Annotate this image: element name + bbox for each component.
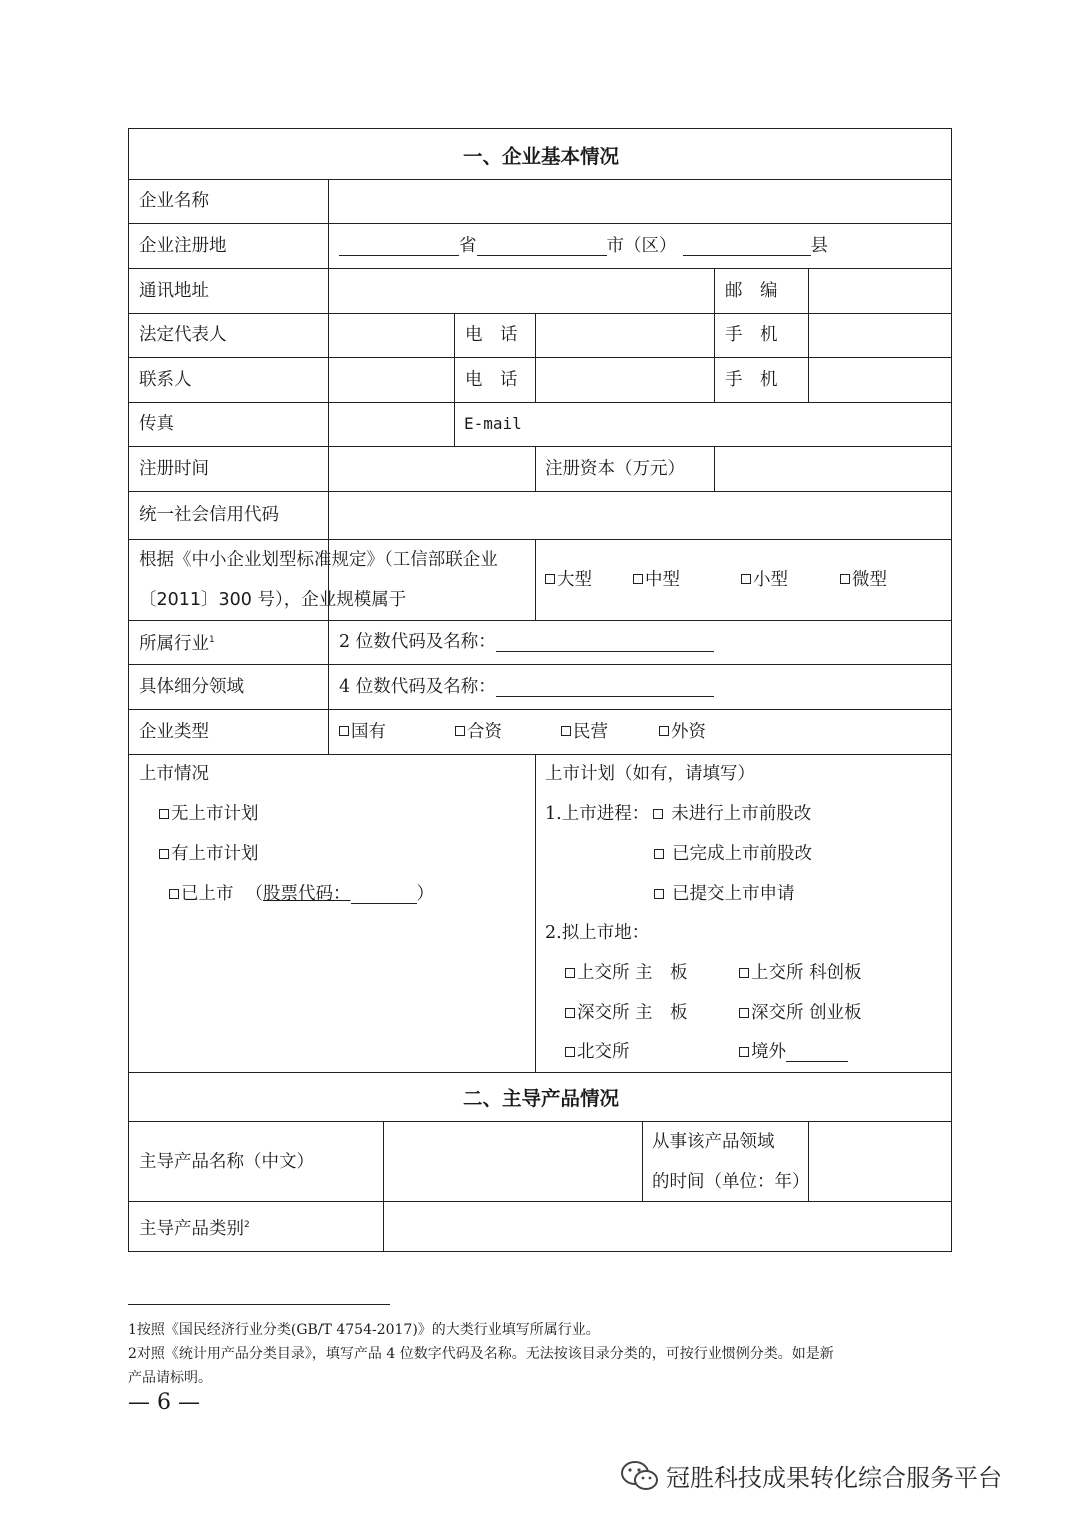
checkbox-icon[interactable] [565,1008,575,1018]
label-years-line1: 从事该产品领域 [652,1132,775,1152]
city-blank[interactable] [477,237,607,256]
label-phone-2: 电 话 [465,370,518,390]
label-industry: 所属行业$^1$ [139,633,215,654]
subfield-code-blank[interactable] [496,678,714,697]
row-line [129,620,951,621]
industry-code-blank[interactable] [496,633,714,652]
province-label: 省 [459,236,477,256]
type-option-jv[interactable]: 合资 [455,722,502,742]
type-option-state[interactable]: 国有 [339,722,386,742]
venue-sse-star[interactable]: 上交所 科创板 [739,963,862,983]
col-line [535,446,536,491]
col-line [535,539,536,620]
col-line [535,754,536,1072]
venue-sse-main[interactable]: 上交所 主 板 [565,963,688,983]
checkbox-icon[interactable] [659,726,669,736]
label-venue: 2.拟上市地： [545,923,650,943]
city-label: 市（区） [606,236,677,256]
venue-szse-main[interactable]: 深交所 主 板 [565,1003,688,1023]
checkbox-icon[interactable] [455,726,465,736]
overseas-blank[interactable] [786,1043,848,1062]
label-email: E-mail [464,414,522,433]
row-line [129,539,951,540]
col-line [714,268,715,402]
checkbox-icon[interactable] [739,968,749,978]
county-label: 县 [810,236,828,256]
checkbox-icon[interactable] [654,849,664,859]
row-line [129,491,951,492]
label-product-category: 主导产品类别$^2$ [139,1218,250,1239]
label-mobile-1: 手 机 [725,325,778,345]
section-title: 二、主导产品情况 [462,1087,619,1110]
label-subfield: 具体细分领域 [139,677,244,697]
row-line [129,709,951,710]
label-fax: 传真 [139,414,174,434]
checkbox-icon[interactable] [653,809,663,819]
footnote-2-line2: 产品请标明。 [128,1370,212,1386]
footnote-2-line1: 2对照《统计用产品分类目录》，填写产品 4 位数字代码及名称。无法按该目录分类的，可按行业惯例分类。如是新 [128,1346,834,1362]
label-postcode: 邮 编 [725,281,778,301]
checkbox-icon[interactable] [565,968,575,978]
row-line [129,664,951,665]
row-line [129,179,951,180]
listing-option-none[interactable]: 无上市计划 [159,804,259,824]
row-line [129,402,951,403]
province-blank[interactable] [339,237,459,256]
label-listing-plan: 上市计划（如有，请填写） [545,764,755,784]
label-address: 通讯地址 [139,281,209,301]
scale-option-small[interactable]: 小型 [741,570,788,590]
venue-szse-chinext[interactable]: 深交所 创业板 [739,1003,862,1023]
label-contact: 联系人 [139,370,192,390]
scale-option-medium[interactable]: 中型 [633,570,680,590]
checkbox-icon[interactable] [654,889,664,899]
checkbox-icon[interactable] [561,726,571,736]
label-scale-line2: 〔2011〕300 号），企业规模属于 [139,590,407,610]
row-line [129,446,951,447]
scale-option-large[interactable]: 大型 [545,570,592,590]
footnote-rule [128,1304,390,1305]
checkbox-icon[interactable] [739,1008,749,1018]
row-line [129,754,951,755]
checkbox-icon[interactable] [741,574,751,584]
form-table [128,128,952,1252]
col-line [535,313,536,402]
industry-code-field[interactable]: 2 位数代码及名称： [339,632,714,652]
checkbox-icon[interactable] [159,809,169,819]
listing-option-planned[interactable]: 有上市计划 [159,844,259,864]
progress-row-3[interactable]: 已提交上市申请 [654,884,795,904]
checkbox-icon[interactable] [169,889,179,899]
row-line [129,1201,951,1202]
label-reg-capital: 注册资本（万元） [545,459,685,479]
checkbox-icon[interactable] [633,574,643,584]
progress-row-1[interactable]: 1.上市进程： 未进行上市前股改 [545,804,812,824]
col-line [328,620,329,754]
checkbox-icon[interactable] [840,574,850,584]
listing-option-listed[interactable]: 已上市 （股票代码： ） [169,884,434,904]
watermark-text: 冠胜科技成果转化综合服务平台 [666,1464,1002,1492]
row-line [129,1121,951,1122]
county-blank[interactable] [683,237,811,256]
type-option-foreign[interactable]: 外资 [659,722,706,742]
type-option-private[interactable]: 民营 [561,722,608,742]
label-company-name: 企业名称 [139,191,209,211]
venue-bse[interactable]: 北交所 [565,1042,630,1062]
label-mobile-2: 手 机 [725,370,778,390]
label-years-line2: 的时间（单位：年） [652,1172,810,1192]
footnote-1: 1按照《国民经济行业分类(GB/T 4754-2017)》的大类行业填写所属行业。 [128,1322,600,1338]
label-legal-rep: 法定代表人 [139,325,227,345]
row-line [129,357,951,358]
scale-option-micro[interactable]: 微型 [840,570,887,590]
label-phone-1: 电 话 [465,325,518,345]
venue-overseas[interactable]: 境外 [739,1042,848,1062]
checkbox-icon[interactable] [739,1047,749,1057]
label-company-type: 企业类型 [139,722,209,742]
subfield-code-field[interactable]: 4 位数代码及名称： [339,677,714,697]
wechat-icon [620,1459,660,1493]
row-line [129,1072,951,1073]
checkbox-icon[interactable] [545,574,555,584]
col-line [642,1121,643,1201]
label-credit-code: 统一社会信用代码 [139,505,279,525]
page-number: — 6 — [128,1390,200,1415]
col-line [714,446,715,491]
progress-row-2[interactable]: 已完成上市前股改 [654,844,812,864]
col-line [808,268,809,402]
col-line [454,313,455,446]
label-reg-time: 注册时间 [139,459,209,479]
checkbox-icon[interactable] [159,849,169,859]
col-line [383,1121,384,1252]
watermark [620,1458,1002,1493]
label-listing-status: 上市情况 [139,764,209,784]
section-title: 一、企业基本情况 [462,145,619,168]
registered-place-fields[interactable] [339,236,828,256]
label-registered-place: 企业注册地 [139,236,227,256]
checkbox-icon[interactable] [339,726,349,736]
row-line [129,268,951,269]
stock-code-blank[interactable] [351,885,417,904]
label-product-name: 主导产品名称（中文） [139,1152,314,1172]
label-scale-line1: 根据《中小企业划型标准规定》（工信部联企业 [139,550,498,570]
row-line [129,223,951,224]
row-line [129,313,951,314]
checkbox-icon[interactable] [565,1047,575,1057]
